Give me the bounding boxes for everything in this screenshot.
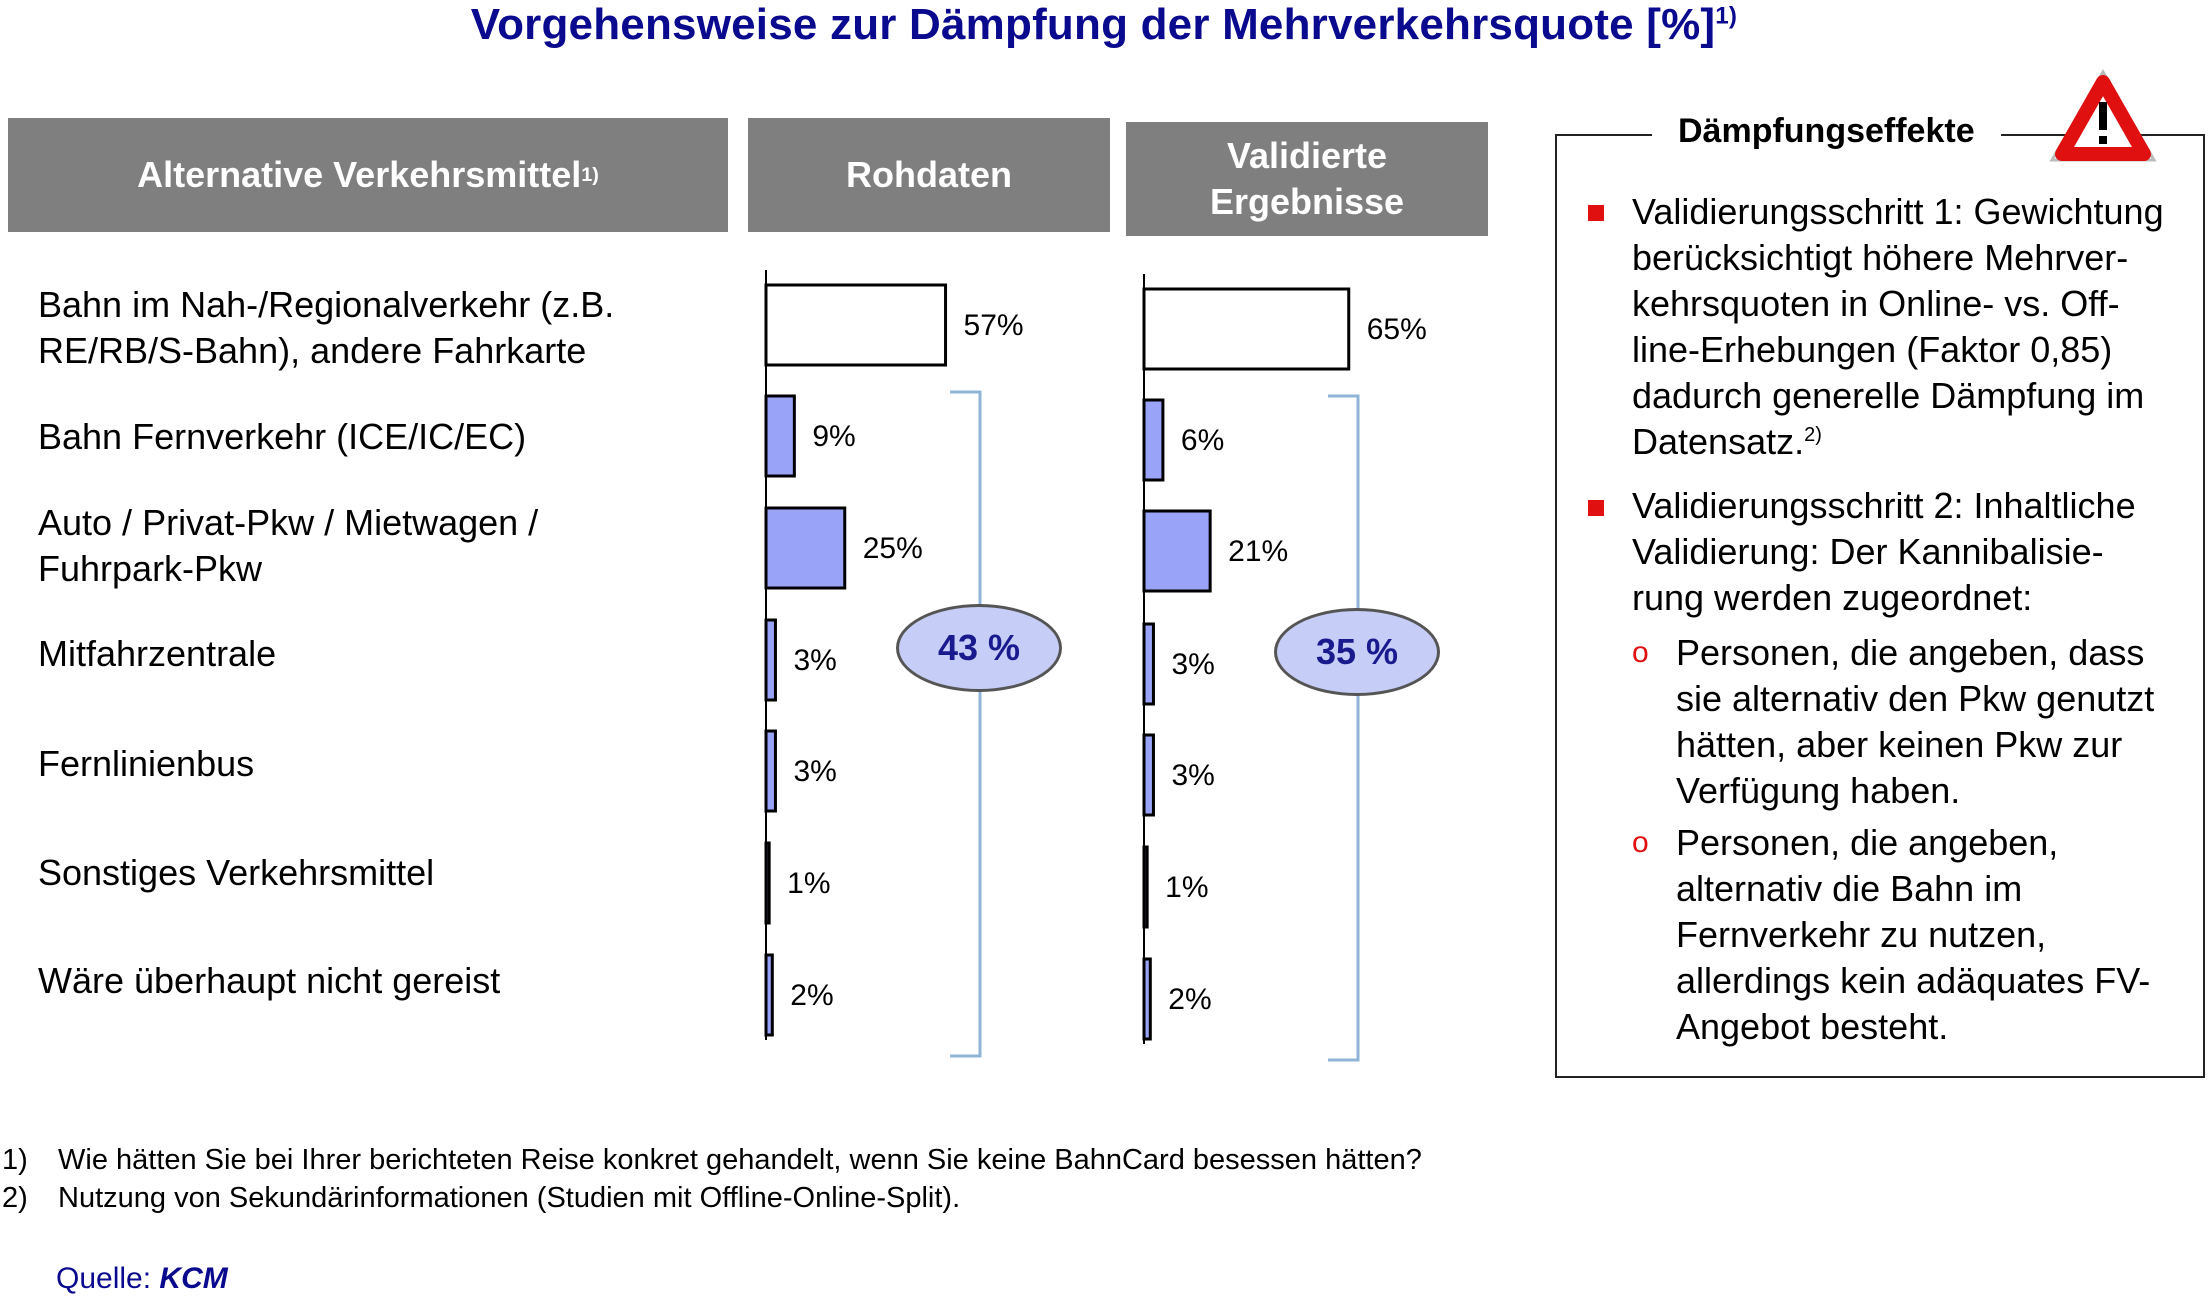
footnote-number: 1) xyxy=(2,1144,28,1176)
bar-value-label: 3% xyxy=(1171,648,1215,681)
category-label: Bahn im Nah-/Regionalverkehr (z.B. RE/RB/S-Bahn), andere Fahrkarte xyxy=(38,284,615,371)
bar-value-label: 2% xyxy=(790,979,834,1012)
footnote-text: Nutzung von Sekundärinformationen (Studien mit Offline-Online-Split). xyxy=(58,1182,961,1214)
bar-value-label: 1% xyxy=(1165,871,1209,904)
category-label: Bahn Fernverkehr (ICE/IC/EC) xyxy=(38,416,527,457)
bar-value-label: 3% xyxy=(793,755,837,788)
header-validierte-ergebnisse: Validierte Ergebnisse xyxy=(1126,122,1488,236)
bar-value-label: 1% xyxy=(787,867,831,900)
sub-bullet-pkw: Personen, die angeben, dass sie alternativ den Pkw genutzt hätten, aber keinen Pkw zur Verfügung haben. xyxy=(1676,632,2155,811)
sub-bullet-bahn: Personen, die angeben, alternativ die Bahn im Fernverkehr zu nutzen, allerdings kein adäquates FV- Angebot besteht. xyxy=(1676,822,2151,1047)
header-rohdaten: Rohdaten xyxy=(748,118,1110,232)
bar xyxy=(1144,959,1150,1039)
bar-value-label: 57% xyxy=(963,309,1024,342)
bar xyxy=(766,508,845,588)
box-heading: Dämpfungseffekte xyxy=(1652,112,2001,151)
bar xyxy=(766,731,775,811)
bar-value-label: 2% xyxy=(1168,983,1212,1016)
bar xyxy=(766,955,772,1035)
bar-value-label: 6% xyxy=(1180,424,1225,457)
bullet-icon xyxy=(1588,500,1604,516)
bullet-icon xyxy=(1588,205,1604,221)
category-label: Wäre überhaupt nicht gereist xyxy=(38,960,501,1001)
category-label: Mitfahrzentrale xyxy=(38,633,277,674)
header-alternative-verkehrsmittel: Alternative Verkehrsmittel 1) xyxy=(8,118,728,232)
category-label: Fernlinienbus xyxy=(38,743,255,784)
bar xyxy=(766,285,946,365)
category-label: Sonstiges Verkehrsmittel xyxy=(38,852,435,893)
category-label: Auto / Privat-Pkw / Mietwagen / Fuhrpark-Pkw xyxy=(38,502,539,589)
sub-bullet-icon: o xyxy=(1632,636,1649,669)
bar-value-label: 65% xyxy=(1366,313,1427,346)
bar xyxy=(766,396,794,476)
bar xyxy=(1144,400,1163,480)
bar-value-label: 25% xyxy=(862,532,923,565)
bullet-validierungsschritt-2: Validierungsschritt 2: Inhaltliche Validierung: Der Kannibalisie- rung werden zugeordnet: xyxy=(1632,485,2136,618)
bar-value-label: 3% xyxy=(1171,759,1215,792)
sub-bullet-icon: o xyxy=(1632,826,1649,859)
bar xyxy=(1144,735,1153,815)
footnote-number: 2) xyxy=(2,1182,28,1214)
bar-value-label: 3% xyxy=(793,644,837,677)
bar xyxy=(1144,511,1210,591)
bar xyxy=(766,843,769,923)
bracket xyxy=(1328,396,1358,1060)
bracket xyxy=(950,392,980,1056)
bar-value-label: 21% xyxy=(1228,535,1289,568)
total-bubble-rohdaten: 43 % xyxy=(896,604,1062,692)
source-line: Quelle: KCM xyxy=(56,1262,228,1295)
bar xyxy=(766,620,775,700)
footnote-text: Wie hätten Sie bei Ihrer berichteten Reise konkret gehandelt, wenn Sie keine BahnCard besessen hätten? xyxy=(58,1144,1422,1176)
bar-value-label: 9% xyxy=(812,420,856,453)
warning-triangle-icon xyxy=(2046,66,2160,166)
bar xyxy=(1144,847,1147,927)
bar xyxy=(1144,289,1349,369)
total-bubble-validiert: 35 % xyxy=(1274,608,1440,696)
bar xyxy=(1144,624,1153,704)
page-title: Vorgehensweise zur Dämpfung der Mehrverkehrsquote [%]$^{1)}$ xyxy=(470,0,1738,49)
bullet-validierungsschritt-1: Validierungsschritt 1: Gewichtung berücksichtigt höhere Mehrver- kehrsquoten in Online- vs. Off- line-Erhebungen (Faktor 0,85) dadurch generelle Dämpfung im Datensatz.$^{2)}$ xyxy=(1632,191,2164,462)
